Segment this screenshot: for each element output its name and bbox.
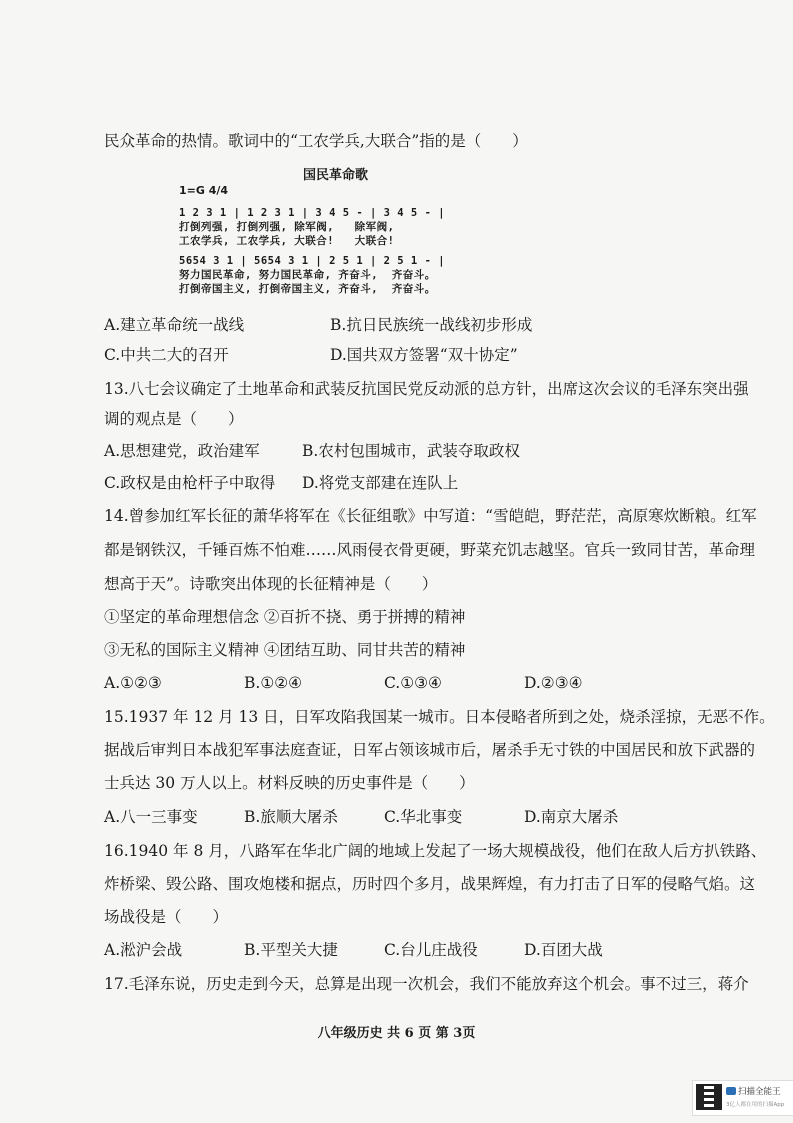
qr-code-icon [696,1084,722,1110]
song-lyric-row: 打倒帝国主义, 打倒帝国主义, 齐奋斗, 齐奋斗。 [179,283,436,295]
camscanner-logo-icon [726,1087,736,1095]
q16-stem: 16.1940 年 8 月，八路军在华北广阔的地域上发起了一场大规模战役，他们在敌人后方扒铁路、 [104,842,767,860]
song-key: 1=G 4/4 [179,184,229,197]
q14-stem: 想高于天”。诗歌突出体现的长征精神是（ ） [104,575,438,593]
q13-option-c[interactable]: C.政权是由枪杆子中取得 [104,474,276,492]
q13-options-row2 [104,472,704,494]
q16-option-a[interactable]: A.淞沪会战 [104,941,183,959]
q14-statements: ①坚定的革命理想信念 ②百折不挠、勇于拼搏的精神 [104,608,466,626]
q13-stem: 调的观点是（ ） [104,410,244,428]
song-lyric-row: 打倒列强, 打倒列强, 除军阀, 除军阀, [179,221,395,233]
song-notation-row: 5654 3 1 | 5654 3 1 | 2 5 1 | 2 5 1 - | [179,255,446,267]
q14-option-d[interactable]: D.②③④ [524,674,583,692]
q14-option-a[interactable]: A.①②③ [104,674,162,692]
q15-stem: 据战后审判日本战犯军事法庭查证，日军占领该城市后，屠杀手无寸铁的中国居民和放下武器的 [104,741,756,759]
q15-option-d[interactable]: D.南京大屠杀 [524,808,619,826]
song-notation-row: 1 2 3 1 | 1 2 3 1 | 3 4 5 - | 3 4 5 - | [179,207,446,219]
q16-options [104,939,704,961]
q13-stem: 13.八七会议确定了土地革命和武装反抗国民党反动派的总方针，出席这次会议的毛泽东突出强 [104,380,749,398]
song-lyric-row: 工农学兵, 工农学兵, 大联合! 大联合! [179,235,395,247]
q15-option-c[interactable]: C.华北事变 [384,808,463,826]
q12-options-row2 [104,344,704,366]
q17-stem: 17.毛泽东说，历史走到今天，总算是出现一次机会，我们不能放弃这个机会。事不过三，蒋介 [104,975,749,993]
q12-option-c[interactable]: C.中共二大的召开 [104,346,229,364]
q15-option-b[interactable]: B.旅顺大屠杀 [244,808,338,826]
q14-options [104,672,704,694]
page-footer: 八年级历史 共 6 页 第 3页 [317,1026,476,1041]
q12-option-d[interactable]: D.国共双方签署“双十协定” [330,346,518,364]
q12-option-a[interactable]: A.建立革命统一战线 [104,316,245,334]
q13-options-row1 [104,440,704,462]
song-title: 国民革命歌 [303,168,369,183]
q13-option-a[interactable]: A.思想建党，政治建军 [104,442,260,460]
q14-option-c[interactable]: C.①③④ [384,674,442,692]
q15-stem: 15.1937 年 12 月 13 日，日军攻陷我国某一城市。日本侵略者所到之处，烧杀淫掠，无恶不作。 [104,708,775,726]
song-lyric-row: 努力国民革命, 努力国民革命, 齐奋斗, 齐奋斗。 [179,269,436,281]
q14-option-b[interactable]: B.①②④ [244,674,303,692]
song-score [175,162,535,302]
q14-statements: ③无私的国际主义精神 ④团结互助、同甘共苦的精神 [104,641,466,659]
q15-options [104,806,704,828]
q13-option-d[interactable]: D.将党支部建在连队上 [302,474,459,492]
badge-title [726,1085,781,1097]
q15-option-a[interactable]: A.八一三事变 [104,808,198,826]
q15-stem: 士兵达 30 万人以上。材料反映的历史事件是（ ） [104,774,475,792]
q16-stem: 场战役是（ ） [104,908,229,926]
q12-options-row1 [104,314,704,336]
q13-option-b[interactable]: B.农村包围城市，武装夺取政权 [302,442,520,460]
q12-option-b[interactable]: B.抗日民族统一战线初步形成 [330,316,533,334]
badge-subtitle: 3亿人都在用的扫描App [726,1102,785,1108]
q12-stem-tail: 民众革命的热情。歌词中的“工农学兵,大联合”指的是（ ） [104,132,528,150]
q16-stem: 炸桥梁、毁公路、围攻炮楼和据点，历时四个多月，战果辉煌，有力打击了日军的侵略气焰。这 [104,875,756,893]
badge-title-text: 扫描全能王 [738,1087,781,1097]
q16-option-d[interactable]: D.百团大战 [524,941,603,959]
q14-stem: 14.曾参加红军长征的萧华将军在《长征组歌》中写道：“雪皑皑，野茫茫，高原寒炊断粮。红军 [104,507,757,525]
camscanner-badge [692,1080,793,1116]
q16-option-b[interactable]: B.平型关大捷 [244,941,338,959]
q16-option-c[interactable]: C.台儿庄战役 [384,941,478,959]
q14-stem: 都是钢铁汉，千锤百炼不怕难……风雨侵衣骨更硬，野菜充饥志越坚。官兵一致同甘苦，革命理 [104,541,756,559]
